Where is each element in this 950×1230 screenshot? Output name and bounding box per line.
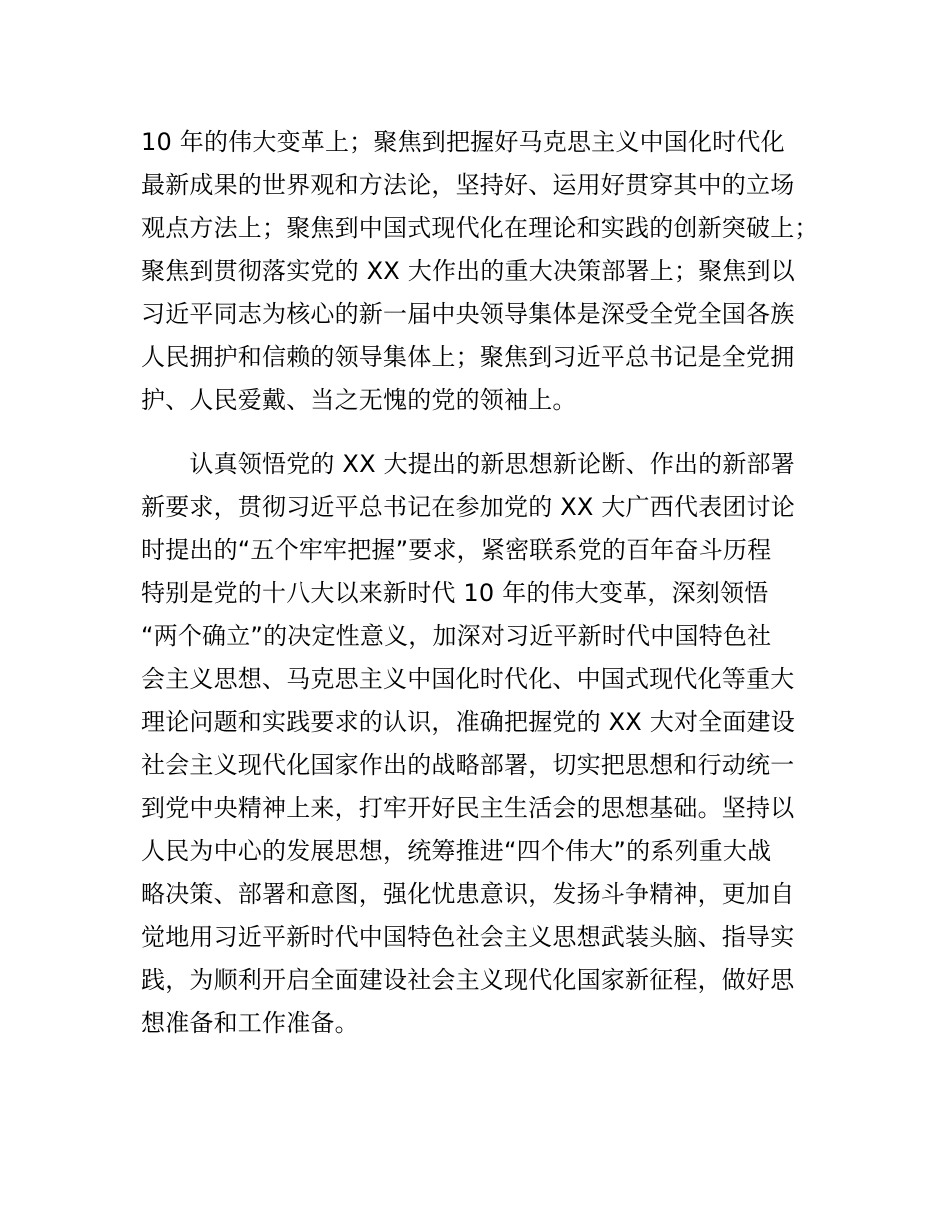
text-line: 特别是党的十八大以来新时代 10 年的伟大变革，深刻领悟 [141, 579, 769, 607]
text-line: 人民拥护和信赖的领导集体上；聚焦到习近平总书记是全党拥 [141, 343, 795, 371]
paragraph-2 [141, 443, 841, 1045]
text-line: 人民为中心的发展思想，统筹推进“四个伟大”的系列重大战 [141, 837, 772, 865]
text-line: 觉地用习近平新时代中国特色社会主义思想武装头脑、指导实 [141, 923, 795, 951]
text-line: 时提出的“五个牢牢把握”要求，紧密联系党的百年奋斗历程 [141, 536, 772, 564]
text-line: 想准备和工作准备。 [141, 1009, 359, 1037]
text-line: 新要求，贯彻习近平总书记在参加党的 XX 大广西代表团讨论 [141, 493, 795, 521]
text-line: 习近平同志为核心的新一届中央领导集体是深受全党全国各族 [141, 300, 795, 328]
text-line: “两个确立”的决定性意义，加深对习近平新时代中国特色社 [141, 622, 772, 650]
text-line: 社会主义现代化国家作出的战略部署，切实把思想和行动统一 [141, 751, 795, 779]
text-line: 10 年的伟大变革上；聚焦到把握好马克思主义中国化时代化 [141, 128, 785, 156]
text-line: 认真领悟党的 XX 大提出的新思想新论断、作出的新部署 [141, 450, 795, 478]
text-line: 践，为顺利开启全面建设社会主义现代化国家新征程，做好思 [141, 966, 795, 994]
paragraph-1 [141, 121, 841, 422]
text-line: 护、人民爱戴、当之无愧的党的领袖上。 [141, 386, 577, 414]
text-line: 最新成果的世界观和方法论，坚持好、运用好贯穿其中的立场 [141, 171, 795, 199]
text-line: 聚焦到贯彻落实党的 XX 大作出的重大决策部署上；聚焦到以 [141, 257, 795, 285]
text-line: 理论问题和实践要求的认识，准确把握党的 XX 大对全面建设 [141, 708, 795, 736]
text-line: 到党中央精神上来，打牢开好民主生活会的思想基础。坚持以 [141, 794, 795, 822]
text-line: 会主义思想、马克思主义中国化时代化、中国式现代化等重大 [141, 665, 795, 693]
text-line: 略决策、部署和意图，强化忧患意识，发扬斗争精神，更加自 [141, 880, 795, 908]
text-line: 观点方法上；聚焦到中国式现代化在理论和实践的创新突破上； [141, 214, 819, 242]
